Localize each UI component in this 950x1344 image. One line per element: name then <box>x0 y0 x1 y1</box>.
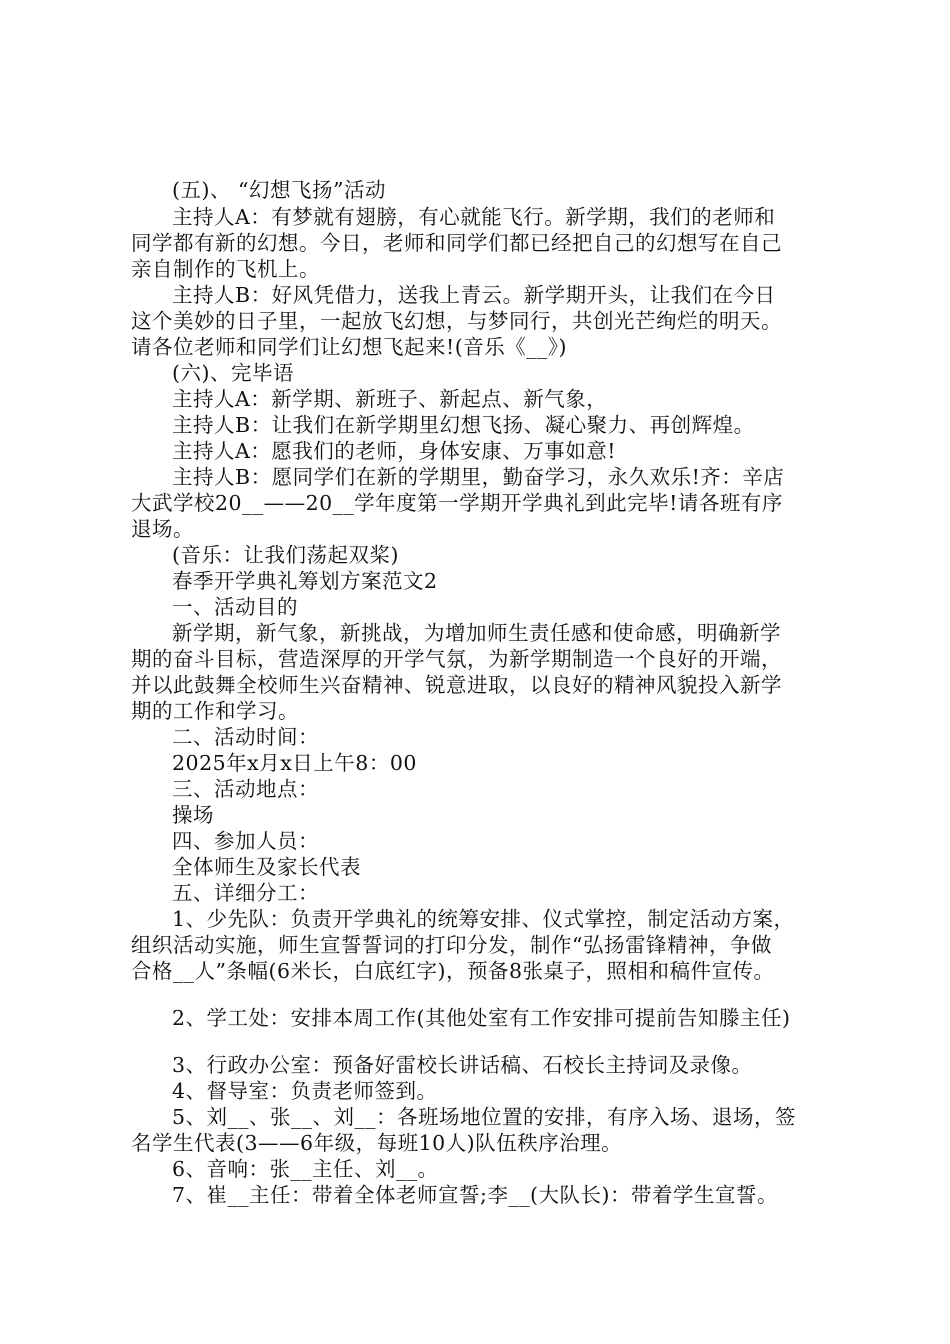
paragraph-line: 操场 <box>172 803 214 827</box>
paragraph-line: 退场。 <box>131 517 194 541</box>
section-heading: 一、活动目的 <box>172 595 298 619</box>
section-heading: 二、活动时间： <box>172 725 319 749</box>
section-heading-six: (六)、完毕语 <box>172 361 294 385</box>
paragraph-line: 大武学校20__——20__学年度第一学期开学典礼到此完毕!请各班有序 <box>131 491 783 515</box>
paragraph-line: 2025年x月x日上午8：00 <box>172 751 417 775</box>
paragraph-line: 1、少先队：负责开学典礼的统筹安排、仪式掌控，制定活动方案， <box>172 907 795 931</box>
paragraph-line: 主持人B：愿同学们在新的学期里，勤奋学习，永久欢乐!齐：辛店 <box>172 465 785 489</box>
paragraph-line: (音乐：让我们荡起双桨) <box>172 543 399 567</box>
section-heading: 三、活动地点： <box>172 777 319 801</box>
paragraph-line: 主持人A：新学期、新班子、新起点、新气象， <box>172 387 608 411</box>
paragraph-line: 主持人A：有梦就有翅膀，有心就能飞行。新学期，我们的老师和 <box>172 205 776 229</box>
section-heading: 五、详细分工： <box>172 881 319 905</box>
paragraph-line: 6、音响：张__主任、刘__。 <box>172 1157 439 1181</box>
section-heading: 四、参加人员： <box>172 829 319 853</box>
paragraph-line: 3、行政办公室：预备好雷校长讲话稿、石校长主持词及录像。 <box>172 1053 753 1077</box>
paragraph-line: 4、督导室：负责老师签到。 <box>172 1079 438 1103</box>
document-subtitle: 春季开学典礼筹划方案范文2 <box>172 569 438 593</box>
paragraph-line: 并以此鼓舞全校师生兴奋精神、锐意进取，以良好的精神风貌投入新学 <box>131 673 782 697</box>
paragraph-line: 组织活动实施，师生宣誓誓词的打印分发，制作“弘扬雷锋精神，争做 <box>131 933 772 957</box>
paragraph-line: 这个美妙的日子里，一起放飞幻想，与梦同行，共创光芒绚烂的明天。 <box>131 309 782 333</box>
paragraph-line: 亲自制作的飞机上。 <box>131 257 320 281</box>
paragraph-line: 主持人B：好风凭借力，送我上青云。新学期开头，让我们在今日 <box>172 283 776 307</box>
paragraph-line: 新学期，新气象，新挑战，为增加师生责任感和使命感，明确新学 <box>172 621 781 645</box>
paragraph-line: 主持人A：愿我们的老师，身体安康、万事如意! <box>172 439 617 463</box>
paragraph-line: 名学生代表(3——6年级，每班10人)队伍秩序治理。 <box>131 1131 623 1155</box>
paragraph-line: 请各位老师和同学们让幻想飞起来!(音乐《__》) <box>131 335 567 359</box>
paragraph-line: 7、崔__主任：带着全体老师宣誓;李__(大队长)：带着学生宣誓。 <box>172 1183 778 1207</box>
paragraph-line: 全体师生及家长代表 <box>172 855 361 879</box>
paragraph-line: 期的奋斗目标，营造深厚的开学气氛，为新学期制造一个良好的开端， <box>131 647 782 671</box>
paragraph-line: 期的工作和学习。 <box>131 699 299 723</box>
section-heading-five: (五)、 “幻想飞扬”活动 <box>172 178 386 202</box>
paragraph-line: 合格__人”条幅(6米长，白底红字)，预备8张桌子，照相和稿件宣传。 <box>131 959 775 983</box>
paragraph-line: 主持人B：让我们在新学期里幻想飞扬、凝心聚力、再创辉煌。 <box>172 413 755 437</box>
paragraph-line: 5、刘__、张__、刘__：各班场地位置的安排，有序入场、退场，签 <box>172 1105 797 1129</box>
paragraph-line: 同学都有新的幻想。今日，老师和同学们都已经把自己的幻想写在自己 <box>131 231 782 255</box>
paragraph-line: 2、学工处：安排本周工作(其他处室有工作安排可提前告知滕主任) <box>172 1006 791 1030</box>
